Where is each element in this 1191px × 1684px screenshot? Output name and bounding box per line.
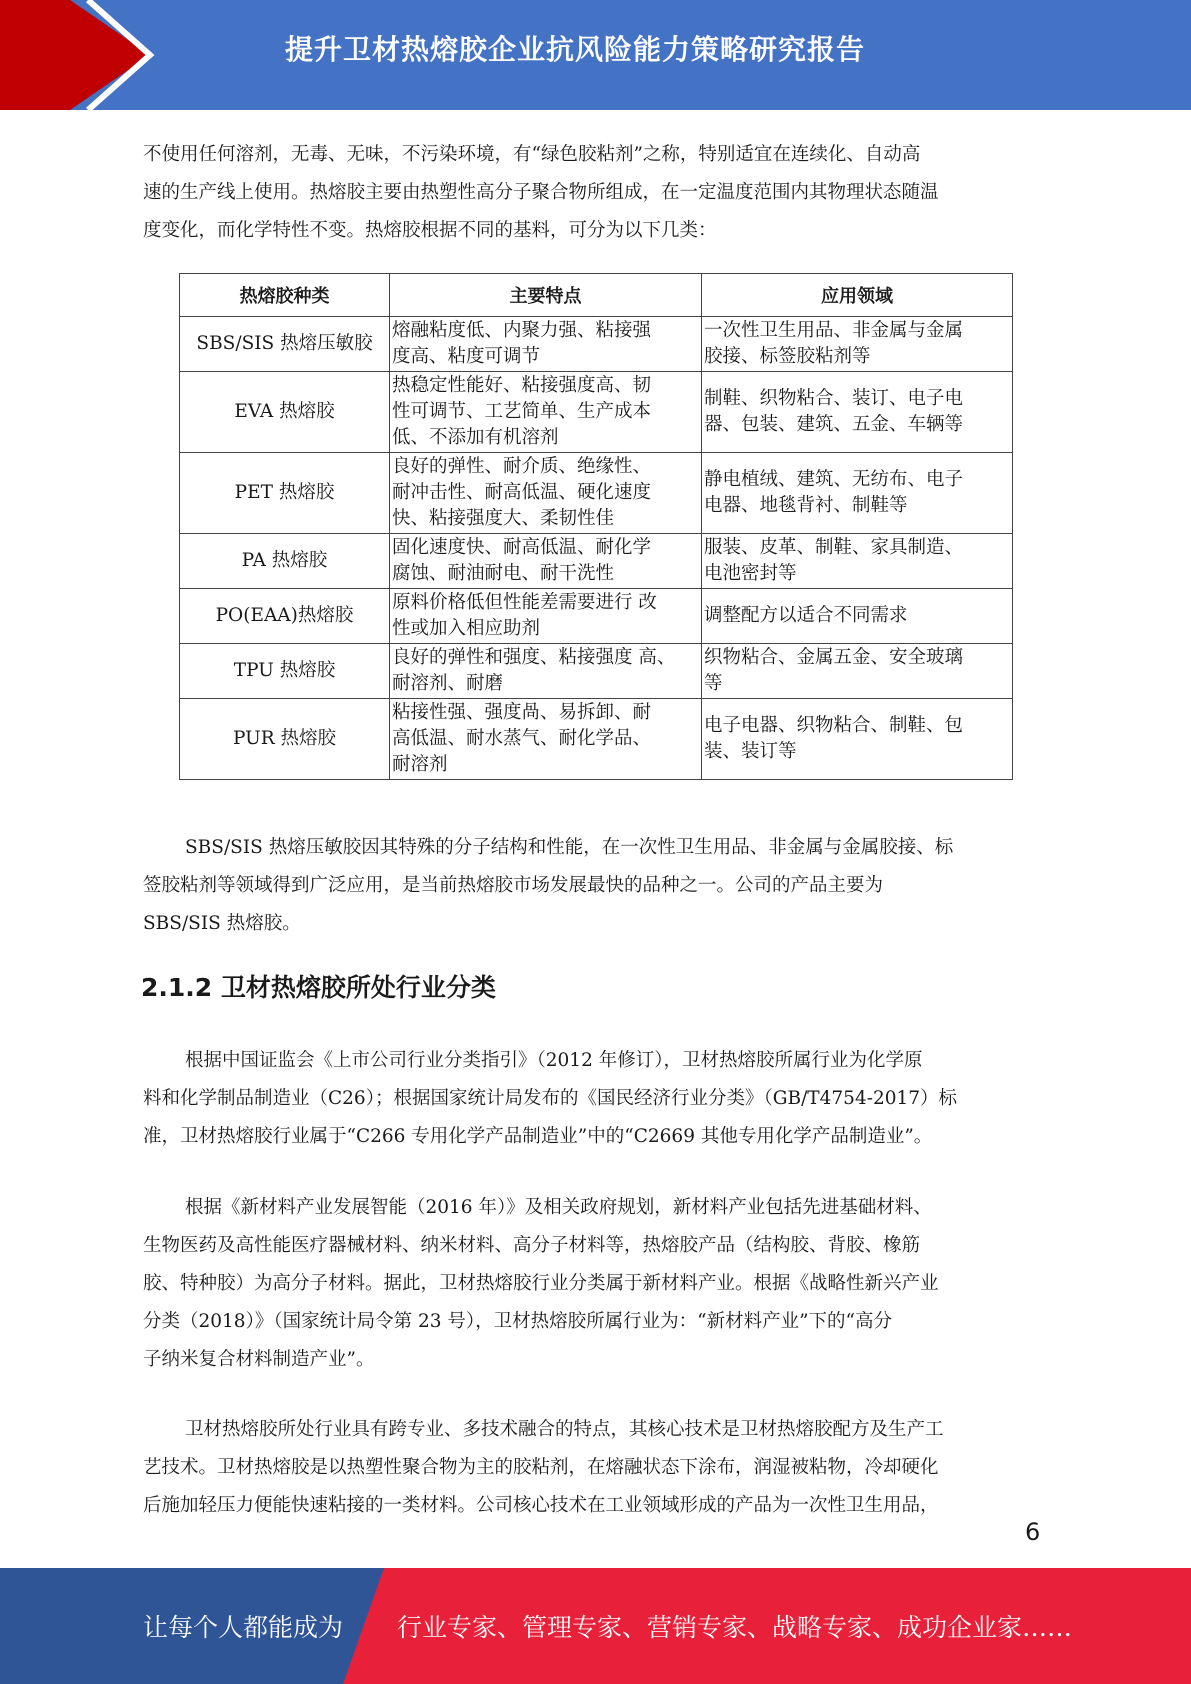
cell-line: 调整配方以适合不同需求: [704, 605, 908, 626]
cell-line: 耐溶剂: [392, 754, 448, 775]
text-line: 分类（2018）》（国家统计局令第 23 号），卫材热熔胶所属行业为：“新材料产业”下的“高分: [143, 1311, 893, 1332]
features-cell: [390, 372, 702, 453]
cell-line: 装、装订等: [704, 741, 797, 762]
cell-line: 原料价格低但性能差需要进行 改: [392, 592, 657, 613]
table-row: [180, 699, 1013, 780]
cell-line: 一次性卫生用品、非金属与金属: [704, 320, 964, 341]
table-row: [180, 372, 1013, 453]
text-line: 速的生产线上使用。热熔胶主要由热塑性高分子聚合物所组成，在一定温度范围内其物理状态随温: [143, 182, 939, 203]
text-line: SBS/SIS 热熔压敏胶因其特殊的分子结构和性能，在一次性卫生用品、非金属与金属胶接、标: [185, 837, 954, 858]
cell-line: 电器、地毯背衬、制鞋等: [704, 495, 908, 516]
cell-line: 耐冲击性、耐高低温、硬化速度: [392, 482, 652, 503]
table-row: [180, 453, 1013, 534]
sbs-paragraph: [143, 829, 1048, 943]
cell-line: 粘接性强、强度咼、易拆卸、耐: [392, 702, 652, 723]
text-line: 准，卫材热熔胶行业属于“C266 专用化学产品制造业”中的“C2669 其他专用化学产品制造业”。: [143, 1126, 933, 1147]
applications-cell: [702, 534, 1013, 589]
section-heading: 2.1.2 卫材热熔胶所处行业分类: [141, 973, 496, 1002]
table-header-row: [180, 274, 1013, 317]
text-line: 后施加轻压力便能快速粘接的一类材料。公司核心技术在工业领域形成的产品为一次性卫生用品，: [143, 1495, 939, 1516]
text-line: 胶、特种胶）为高分子材料。据此，卫材热熔胶行业分类属于新材料产业。根据《战略性新兴产业: [143, 1273, 939, 1294]
applications-cell: [702, 372, 1013, 453]
footer-slogan-left: 让每个人都能成为: [143, 1613, 344, 1642]
applications-cell: [702, 589, 1013, 644]
applications-cell: [702, 644, 1013, 699]
features-cell: [390, 589, 702, 644]
features-cell: [390, 453, 702, 534]
page-number: 6: [1025, 1518, 1041, 1546]
type-cell: PA 热熔胶: [180, 534, 390, 589]
applications-cell: [702, 453, 1013, 534]
intro-paragraph: [143, 136, 1048, 250]
footer-slogan-right: 行业专家、管理专家、营销专家、战略专家、成功企业家……: [397, 1613, 1073, 1642]
page-footer-banner: [0, 1568, 1191, 1684]
text-line: 料和化学制品制造业（C26）；根据国家统计局发布的《国民经济行业分类》（GB/T4754-2017）标: [143, 1088, 958, 1109]
table-row: [180, 317, 1013, 372]
text-line: 卫材热熔胶所处行业具有跨专业、多技术融合的特点，其核心技术是卫材热熔胶配方及生产工: [185, 1419, 944, 1440]
cell-line: 器、包装、建筑、五金、车辆等: [704, 414, 964, 435]
text-line: 度变化，而化学特性不变。热熔胶根据不同的基料，可分为以下几类：: [143, 220, 717, 241]
hot-melt-types-table: [179, 273, 1013, 780]
text-line: SBS/SIS 热熔胶。: [143, 913, 301, 934]
text-line: 根据《新材料产业发展智能（2016 年）》及相关政府规划，新材料产业包括先进基础材料、: [185, 1197, 932, 1218]
features-cell: [390, 317, 702, 372]
applications-cell: [702, 317, 1013, 372]
text-line: 艺技术。卫材热熔胶是以热塑性聚合物为主的胶粘剂，在熔融状态下涂布，润湿被粘物，冷却硬化: [143, 1457, 939, 1478]
type-cell: SBS/SIS 热熔压敏胶: [180, 317, 390, 372]
cell-line: 等: [704, 673, 723, 694]
cell-line: 良好的弹性和强度、粘接强度 高、: [392, 647, 676, 668]
cell-line: 热稳定性能好、粘接强度高、韧: [392, 375, 652, 396]
column-header-type: 热熔胶种类: [180, 274, 390, 317]
text-line: 生物医药及高性能医疗器械材料、纳米材料、高分子材料等，热熔胶产品（结构胶、背胶、橡筋: [143, 1235, 921, 1256]
page-header-banner: [0, 0, 1191, 110]
features-cell: [390, 644, 702, 699]
csrc-paragraph: [143, 1042, 1048, 1156]
cell-line: 耐溶剂、耐磨: [392, 673, 504, 694]
applications-cell: [702, 699, 1013, 780]
technology-paragraph: [143, 1411, 1048, 1525]
cell-line: 固化速度快、耐高低温、耐化学: [392, 537, 652, 558]
column-header-features: 主要特点: [390, 274, 702, 317]
text-line: 子纳米复合材料制造产业”。: [143, 1349, 375, 1370]
cell-line: 良好的弹性、耐介质、绝缘性、: [392, 456, 652, 477]
text-line: 根据中国证监会《上市公司行业分类指引》（2012 年修订），卫材热熔胶所属行业为化学原: [185, 1050, 923, 1071]
cell-line: 静电植绒、建筑、无纺布、电子: [704, 469, 964, 490]
column-header-applications: 应用领域: [702, 274, 1013, 317]
table-row: [180, 589, 1013, 644]
type-cell: TPU 热熔胶: [180, 644, 390, 699]
type-cell: EVA 热熔胶: [180, 372, 390, 453]
cell-line: 制鞋、织物粘合、装订、电子电: [704, 388, 964, 409]
cell-line: 性可调节、工艺简单、生产成本: [392, 401, 652, 422]
cell-line: 性或加入相应助剂: [392, 618, 541, 639]
type-cell: PUR 热熔胶: [180, 699, 390, 780]
new-materials-paragraph: [143, 1189, 1048, 1379]
features-cell: [390, 534, 702, 589]
cell-line: 电子电器、织物粘合、制鞋、包: [704, 715, 964, 736]
cell-line: 胶接、标签胶粘剂等: [704, 346, 871, 367]
cell-line: 服装、皮革、制鞋、家具制造、: [704, 537, 964, 558]
cell-line: 织物粘合、金属五金、安全玻璃: [704, 647, 964, 668]
cell-line: 低、不添加有机溶剂: [392, 427, 559, 448]
cell-line: 电池密封等: [704, 563, 797, 584]
type-cell: PET 热熔胶: [180, 453, 390, 534]
text-line: 不使用任何溶剂，无毒、无味，不污染环境，有“绿色胶粘剂”之称，特别适宜在连续化、自动高: [143, 144, 921, 165]
cell-line: 腐蚀、耐油耐电、耐干洗性: [392, 563, 615, 584]
cell-line: 高低温、耐水蒸气、耐化学品、: [392, 728, 652, 749]
table-row: [180, 644, 1013, 699]
text-line: 签胶粘剂等领域得到广泛应用，是当前热熔胶市场发展最快的品种之一。公司的产品主要为: [143, 875, 884, 896]
cell-line: 快、粘接强度大、柔韧性佳: [392, 508, 615, 529]
report-title: 提升卫材热熔胶企业抗风险能力策略研究报告: [285, 33, 866, 66]
table-row: [180, 534, 1013, 589]
type-cell: PO(EAA)热熔胶: [180, 589, 390, 644]
cell-line: 熔融粘度低、内聚力强、粘接强: [392, 320, 652, 341]
cell-line: 度高、粘度可调节: [392, 346, 541, 367]
red-arrow-shape: [0, 0, 150, 110]
features-cell: [390, 699, 702, 780]
